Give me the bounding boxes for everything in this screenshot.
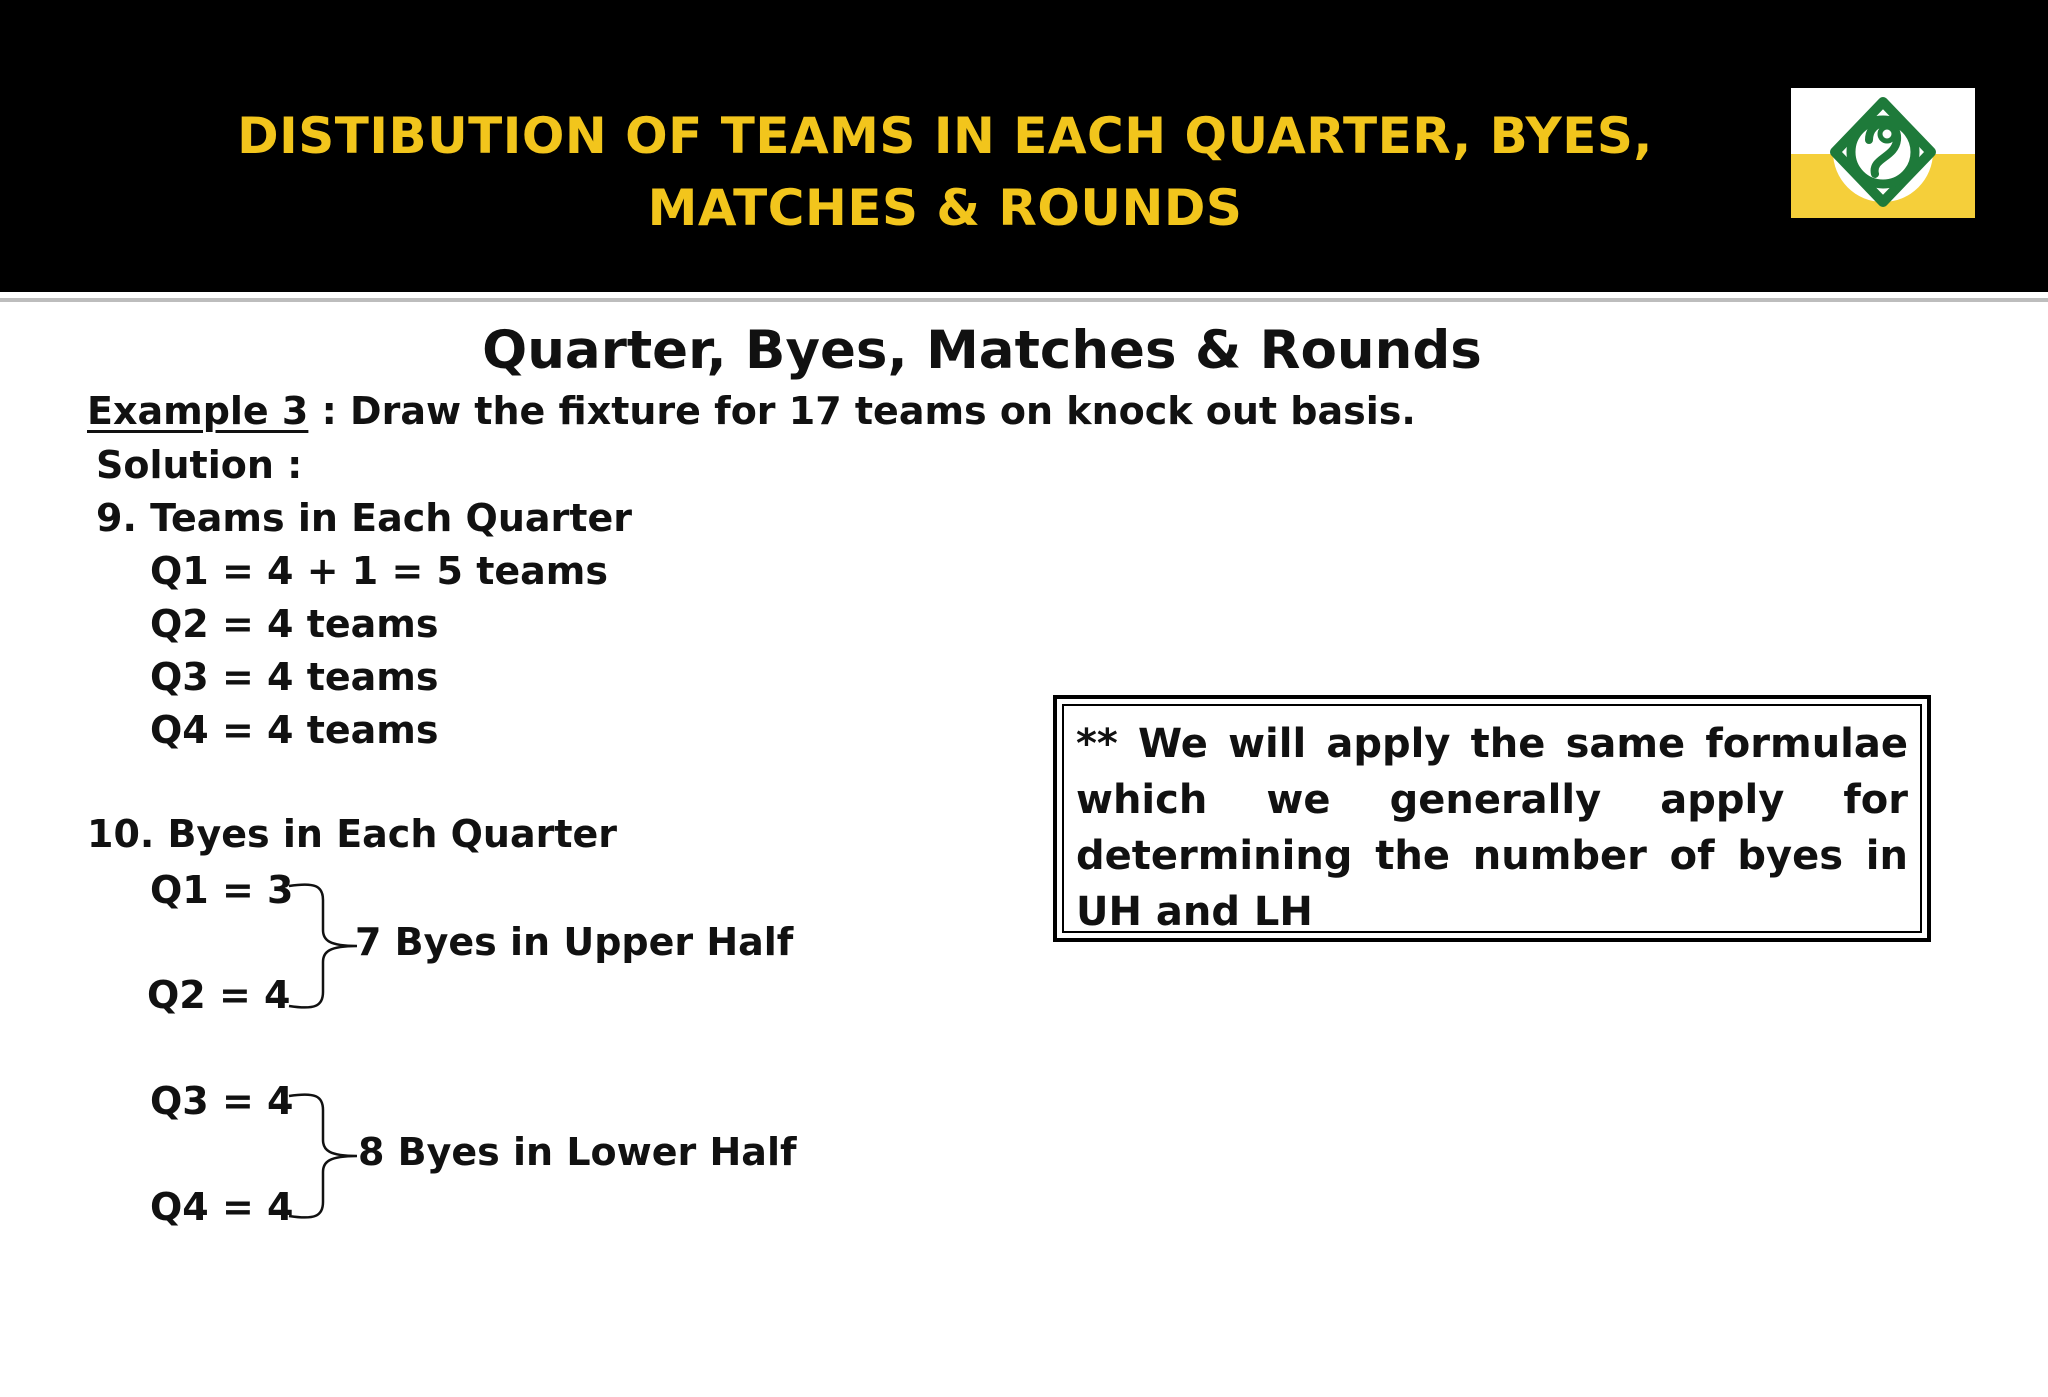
teams-item-q2: Q2 = 4 teams	[150, 602, 439, 646]
byes-item-q3: Q3 = 4	[150, 1079, 294, 1123]
example-label: Example 3	[87, 389, 309, 433]
solution-label: Solution :	[96, 443, 303, 487]
note-box	[1053, 695, 1931, 942]
header-title: DISTIBUTION OF TEAMS IN EACH QUARTER, BYES, MATCHES & ROUNDS	[237, 107, 1653, 237]
note-text: ** We will apply the same formulae which we generally apply for determining the number of byes in UH and LH	[1076, 721, 1908, 935]
teams-heading: 9. Teams in Each Quarter	[96, 496, 632, 540]
slide-title: Quarter, Byes, Matches & Rounds	[482, 320, 1482, 381]
note-inner-border	[1062, 704, 1922, 933]
teams-item-q3: Q3 = 4 teams	[150, 655, 439, 699]
lower-half-byes: 8 Byes in Lower Half	[358, 1130, 797, 1174]
teams-item-q4: Q4 = 4 teams	[150, 708, 439, 752]
example-line	[87, 386, 1416, 436]
byes-heading: 10. Byes in Each Quarter	[87, 812, 618, 856]
byes-item-q1: Q1 = 3	[150, 868, 294, 912]
upper-half-byes: 7 Byes in Upper Half	[355, 920, 794, 964]
upper-half-brace	[285, 880, 365, 1012]
green-circle-emblem-logo-icon	[1791, 88, 1975, 218]
byes-item-q2: Q2 = 4	[147, 973, 291, 1017]
byes-item-q4: Q4 = 4	[150, 1185, 294, 1229]
example-text: : Draw the fixture for 17 teams on knock out basis.	[308, 389, 1416, 433]
header-divider	[0, 298, 2048, 302]
teams-item-q1: Q1 = 4 + 1 = 5 teams	[150, 549, 608, 593]
lower-half-brace	[285, 1090, 365, 1222]
